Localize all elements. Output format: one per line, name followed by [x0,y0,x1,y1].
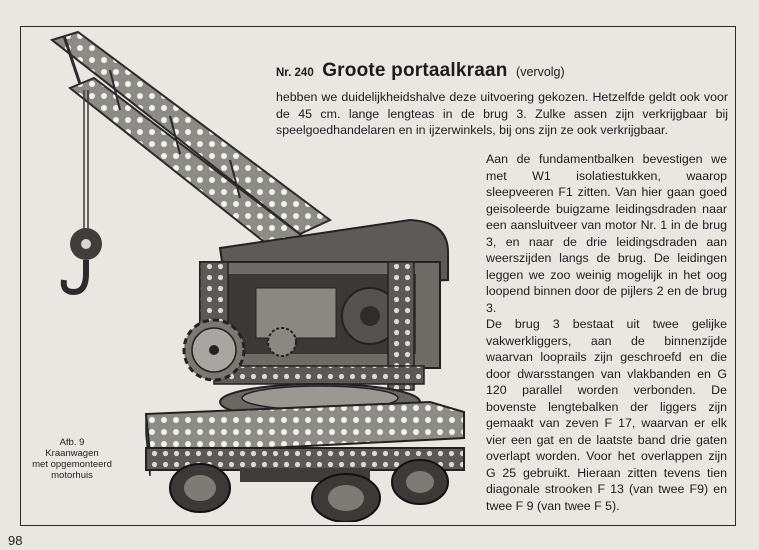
page-title: Groote portaalkraan [322,60,508,81]
model-number: Nr. 240 [276,67,314,79]
body-paragraph: De brug 3 bestaat uit twee gelijke vakwerkliggers, aan de binnenzijde waarvan looprails zijn geschroefd en die door dwarsstangen van vlakbanden en G 120 parallel worden verbonden. De bovenste lengtebalken der liggers zijn gemaakt van zeven F 17, waarvan er elk vier een gat en de laatste band drie gaten overlapt worden. Voor het overlappen zijn G 25 gebruikt. Hieraan zitten tevens tien diagonale strooken F 13 (van twee F9) en twee F 9 (van twee F 5). [486,317,727,513]
crane-hook [64,90,102,292]
text-column [486,151,727,514]
caption-figure-number: Afb. 9 [59,437,85,448]
intro-text [276,89,728,139]
figure-caption [18,437,126,481]
page-heading [276,60,565,82]
caption-line: motorhuis [51,470,93,481]
page-subtitle: (vervolg) [516,65,565,79]
caption-line: met opgemonteerd [32,459,112,470]
intro-paragraph: hebben we duidelijkheidshalve deze uitvoering gekozen. Hetzelfde geldt ook voor de 45 cm. lange lengteas in de brug 3. Zulke assen zijn verkrijgbaar bij speelgoedhandelaren en in ijzerwinkels, bij ons zijn ze ook verkrijgbaar. [276,90,728,137]
body-paragraph: Aan de fundamentbalken bevestigen we met W1 isolatiestukken, waarop sleepveeren F1 zitten. Van hier gaan goed geisoleerde buigzame leidingsdraden naar een aansluitveer van motor Nr. 1 in de brug 3, en naar de drie leidingsdraden aan weerszijden langs de brug. De leidingen leggen we zoo weinig mogelijk in het oog loopend binnen door de pijlers 2 en de brug 3. [486,152,727,315]
page-number: 98 [8,533,23,548]
caption-line: Kraanwagen [45,448,99,459]
